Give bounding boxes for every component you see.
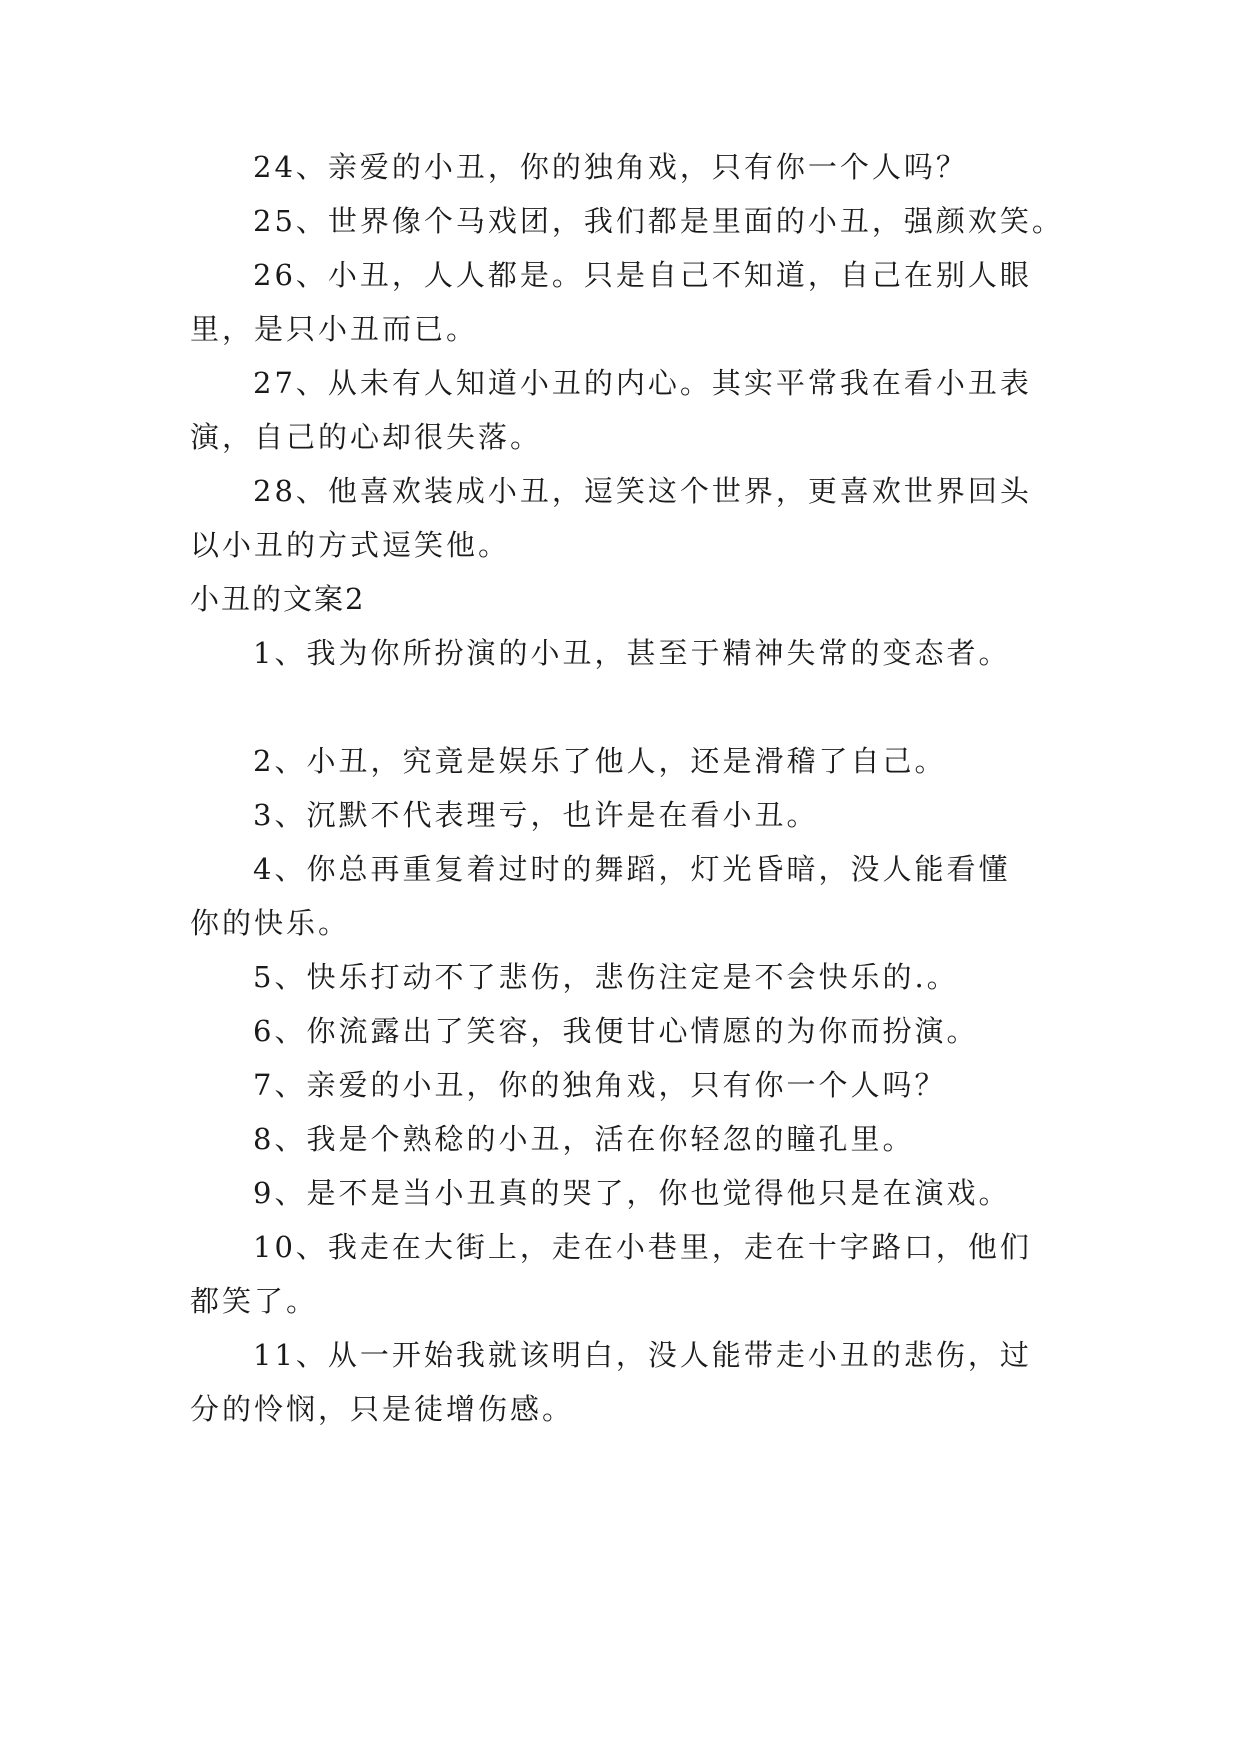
paragraph-4-line-2: 你的快乐。 bbox=[190, 906, 351, 940]
paragraph-7: 7、亲爱的小丑，你的独角戏，只有你一个人吗？ bbox=[253, 1068, 947, 1102]
paragraph-11-line-2: 分的怜悯，只是徒增伤感。 bbox=[190, 1392, 575, 1426]
paragraph-28-line-1: 28、他喜欢装成小丑，逗笑这个世界，更喜欢世界回头 bbox=[253, 474, 1032, 508]
paragraph-10-line-2: 都笑了。 bbox=[190, 1284, 319, 1318]
paragraph-10-line-1: 10、我走在大街上，走在小巷里，走在十字路口，他们 bbox=[253, 1230, 1032, 1264]
paragraph-27-line-2: 演，自己的心却很失落。 bbox=[190, 420, 543, 454]
paragraph-1: 1、我为你所扮演的小丑，甚至于精神失常的变态者。 bbox=[253, 636, 1011, 670]
paragraph-28-line-2: 以小丑的方式逗笑他。 bbox=[190, 528, 511, 562]
paragraph-9: 9、是不是当小丑真的哭了，你也觉得他只是在演戏。 bbox=[253, 1176, 1011, 1210]
paragraph-24: 24、亲爱的小丑，你的独角戏，只有你一个人吗？ bbox=[253, 150, 968, 184]
paragraph-4-line-1: 4、你总再重复着过时的舞蹈，灯光昏暗，没人能看懂 bbox=[253, 852, 1011, 886]
paragraph-27-line-1: 27、从未有人知道小丑的内心。其实平常我在看小丑表 bbox=[253, 366, 1032, 400]
paragraph-25: 25、世界像个马戏团，我们都是里面的小丑，强颜欢笑。 bbox=[253, 204, 1064, 238]
paragraph-6: 6、你流露出了笑容，我便甘心情愿的为你而扮演。 bbox=[253, 1014, 979, 1048]
paragraph-11-line-1: 11、从一开始我就该明白，没人能带走小丑的悲伤，过 bbox=[253, 1338, 1032, 1372]
paragraph-2: 2、小丑，究竟是娱乐了他人，还是滑稽了自己。 bbox=[253, 744, 947, 778]
section-heading: 小丑的文案2 bbox=[190, 582, 366, 616]
paragraph-5: 5、快乐打动不了悲伤，悲伤注定是不会快乐的.。 bbox=[253, 960, 959, 994]
paragraph-26-line-1: 26、小丑，人人都是。只是自己不知道，自己在别人眼 bbox=[253, 258, 1032, 292]
paragraph-3: 3、沉默不代表理亏，也许是在看小丑。 bbox=[253, 798, 819, 832]
paragraph-8: 8、我是个熟稔的小丑，活在你轻忽的瞳孔里。 bbox=[253, 1122, 915, 1156]
paragraph-26-line-2: 里，是只小丑而已。 bbox=[190, 312, 479, 346]
